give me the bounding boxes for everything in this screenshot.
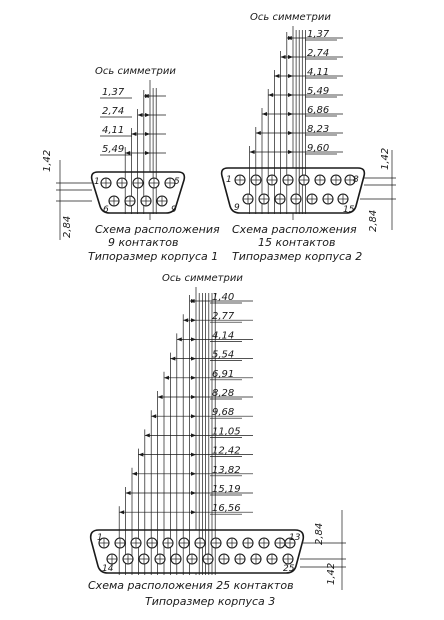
arrowhead bbox=[191, 491, 196, 495]
arrowhead bbox=[262, 112, 267, 116]
arrowhead bbox=[288, 150, 293, 154]
arrowhead bbox=[191, 510, 196, 514]
caption-line-2: Типоразмер корпуса 3 bbox=[145, 595, 276, 608]
arrowhead bbox=[125, 151, 130, 155]
arrowhead bbox=[132, 472, 137, 476]
arrowhead bbox=[281, 55, 286, 59]
pin-label-last-bottom: 15 bbox=[343, 205, 355, 215]
side-dim-top: 2,84 bbox=[314, 522, 325, 545]
dimension-value: 15,19 bbox=[212, 484, 241, 495]
arrowhead bbox=[191, 337, 196, 341]
arrowhead bbox=[158, 395, 163, 399]
arrowhead bbox=[250, 150, 255, 154]
pin-label-first-bottom: 14 bbox=[102, 564, 114, 574]
side-dim-top: 1,42 bbox=[42, 149, 53, 172]
dimension-value: 9,60 bbox=[307, 143, 330, 154]
dimension-value: 6,86 bbox=[307, 105, 330, 116]
arrowhead bbox=[191, 472, 196, 476]
caption-line-3: Типоразмер корпуса 1 bbox=[88, 250, 219, 263]
dimension-value: 2,74 bbox=[307, 48, 330, 59]
pin-label-first-bottom: 6 bbox=[103, 205, 109, 215]
arrowhead bbox=[126, 491, 131, 495]
caption-line-2: 15 контактов bbox=[258, 236, 336, 249]
pin-label-last-top: 13 bbox=[289, 533, 301, 543]
arrowhead bbox=[288, 74, 293, 78]
pin-label-first-bottom: 9 bbox=[234, 203, 240, 213]
arrowhead bbox=[131, 132, 136, 136]
pin-label-last-bottom: 9 bbox=[171, 205, 177, 215]
dimension-value: 2,74 bbox=[102, 106, 125, 117]
arrowhead bbox=[151, 414, 156, 418]
pin-label-first-top: 1 bbox=[97, 533, 103, 543]
arrowhead bbox=[183, 318, 188, 322]
arrowhead bbox=[191, 318, 196, 322]
arrowhead bbox=[191, 376, 196, 380]
caption-line-3: Типоразмер корпуса 2 bbox=[232, 250, 363, 263]
side-dim-bottom: 2,84 bbox=[62, 215, 73, 238]
pin-label-last-top: 5 bbox=[174, 177, 180, 187]
pin-label-first-top: 1 bbox=[226, 175, 232, 185]
side-dim-bottom: 2,84 bbox=[368, 209, 379, 232]
arrowhead bbox=[191, 453, 196, 457]
diagram-9-contacts bbox=[42, 66, 220, 263]
dimension-value: 1,37 bbox=[102, 87, 125, 98]
arrowhead bbox=[138, 453, 143, 457]
diagram-15-contacts bbox=[222, 12, 396, 263]
dimension-value: 4,14 bbox=[212, 330, 235, 342]
arrowhead bbox=[288, 55, 293, 59]
arrowhead bbox=[268, 93, 273, 97]
arrowhead bbox=[288, 93, 293, 97]
dimension-value: 16,56 bbox=[212, 503, 241, 515]
arrowhead bbox=[138, 113, 143, 117]
arrowhead bbox=[256, 131, 261, 135]
arrowhead bbox=[191, 414, 196, 418]
arrowhead bbox=[145, 151, 150, 155]
dimension-value: 12,42 bbox=[212, 445, 241, 457]
arrowhead bbox=[191, 357, 196, 361]
arrowhead bbox=[274, 74, 279, 78]
dimension-value: 13,82 bbox=[212, 464, 241, 476]
connector-shell-25 bbox=[91, 530, 304, 573]
arrowhead bbox=[191, 433, 196, 437]
symmetry-axis-label: Ось симметрии bbox=[250, 12, 331, 23]
pin-label-last-top: 8 bbox=[353, 175, 359, 185]
dimension-value: 5,49 bbox=[307, 86, 330, 97]
arrowhead bbox=[145, 433, 150, 437]
dimension-value: 9,68 bbox=[212, 407, 235, 419]
arrowhead bbox=[170, 357, 175, 361]
dimension-value: 2,77 bbox=[212, 311, 235, 323]
pin-label-last-bottom: 25 bbox=[283, 564, 295, 574]
arrowhead bbox=[288, 112, 293, 116]
side-dim-top: 1,42 bbox=[380, 147, 391, 170]
dimension-value: 8,23 bbox=[307, 124, 330, 135]
arrowhead bbox=[177, 337, 182, 341]
caption-line-1: Схема расположения bbox=[95, 223, 220, 236]
caption-line-2: 9 контактов bbox=[108, 236, 179, 249]
symmetry-axis-label: Ось симметрии bbox=[95, 66, 176, 77]
dimension-value: 1,37 bbox=[307, 29, 330, 40]
dimension-value: 5,49 bbox=[102, 144, 125, 155]
dimension-value: 4,11 bbox=[307, 67, 330, 78]
arrowhead bbox=[164, 376, 169, 380]
caption-line-1: Схема расположения bbox=[232, 223, 357, 236]
arrowhead bbox=[191, 395, 196, 399]
symmetry-axis-label: Ось симметрии bbox=[162, 273, 243, 284]
arrowhead bbox=[288, 131, 293, 135]
dimension-value: 11,05 bbox=[212, 426, 241, 438]
dimension-value: 1,40 bbox=[212, 292, 235, 303]
side-dim-bottom: 1,42 bbox=[326, 562, 337, 585]
dimension-value: 4,11 bbox=[102, 125, 125, 136]
dimension-value: 6,91 bbox=[212, 368, 235, 380]
arrowhead bbox=[145, 132, 150, 136]
arrowhead bbox=[145, 113, 150, 117]
pin-label-first-top: 1 bbox=[94, 177, 100, 187]
dimension-value: 5,54 bbox=[212, 349, 235, 361]
arrowhead bbox=[119, 510, 124, 514]
dimension-value: 8,28 bbox=[212, 388, 235, 399]
caption-line-1: Схема расположения 25 контактов bbox=[88, 579, 294, 592]
diagram-25-contacts bbox=[88, 273, 346, 608]
